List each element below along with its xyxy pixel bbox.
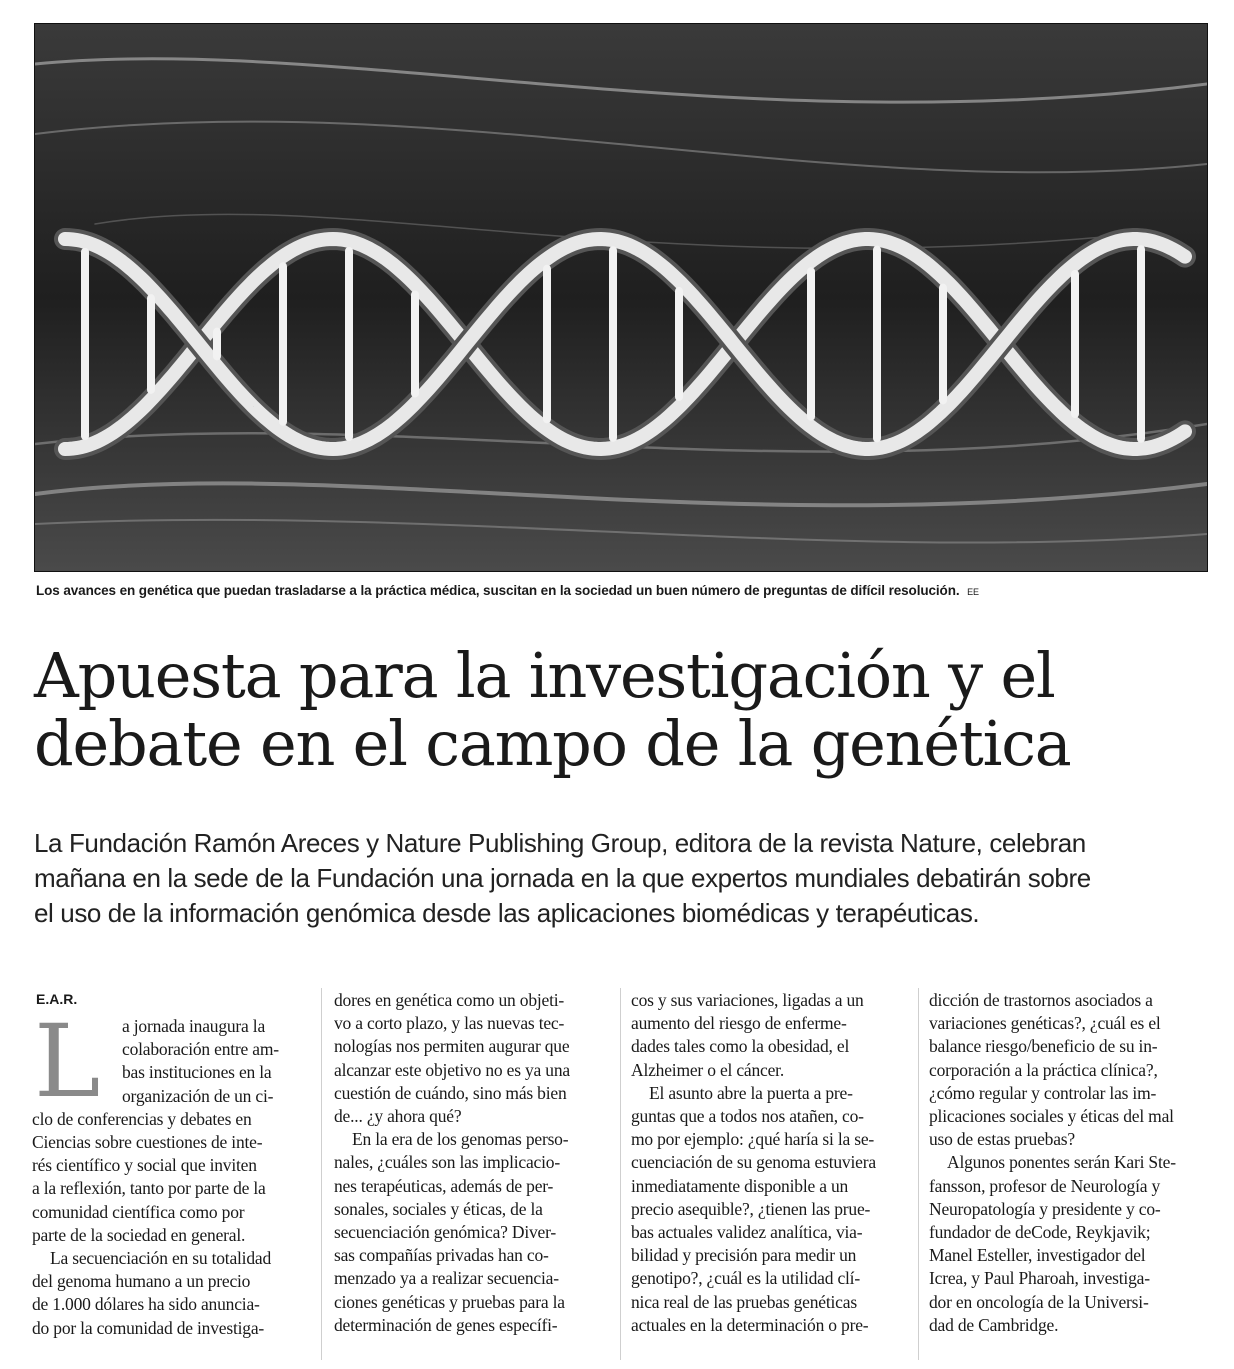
body-line: ¿cómo regular y controlar las im- (929, 1082, 1157, 1103)
body-line: dicción de trastornos asociados a (929, 990, 1153, 1010)
body-line: guntas que a todos nos atañen, co- (631, 1106, 864, 1127)
body-column-2 (334, 989, 614, 1337)
body-line: secuenciación genómica? Diver- (334, 1222, 557, 1243)
body-line: dades tales como la obesidad, el (631, 1036, 850, 1057)
byline: E.A.R. (36, 991, 78, 1007)
body-line: nologías nos permiten augurar que (334, 1036, 570, 1057)
lead-paragraph (34, 826, 1214, 931)
body-line: Neuropatología y presidente y co- (929, 1198, 1161, 1219)
body-line: dor en oncología de la Universi- (929, 1291, 1149, 1312)
body-line: ciones genéticas y pruebas para la (334, 1291, 565, 1312)
body-line: Manel Esteller, investigador del (929, 1245, 1146, 1266)
body-line: fundador de deCode, Reykjavik; (929, 1222, 1151, 1243)
body-line: colaboración entre am- (122, 1039, 279, 1060)
body-line: nes terapéuticas, además de per- (334, 1175, 554, 1196)
body-line: aumento del riesgo de enfermе- (631, 1013, 847, 1034)
body-line: clo de conferencias y debates en (32, 1108, 252, 1129)
body-line: sonales, sociales y éticas, de la (334, 1198, 543, 1219)
body-line: a la reflexión, tanto por parte de la (32, 1178, 266, 1199)
body-line: La secuenciación en su totalidad (50, 1248, 272, 1269)
body-line: de... ¿y ahora qué? (334, 1106, 462, 1127)
body-line: dad de Cambridge. (929, 1314, 1059, 1335)
body-line: bilidad y precisión para medir un (631, 1245, 857, 1266)
lead-line-1: La Fundación Ramón Areces y Nature Publishing Group, editora de la revista Nature, celebran (34, 828, 1086, 858)
body-line: mo por ejemplo: ¿qué haría si la se- (631, 1129, 875, 1150)
headline-line-1: Apuesta para la investigación y el (34, 639, 1055, 712)
body-line: organización de un ci- (122, 1085, 274, 1106)
body-line: nales, ¿cuáles son las implicacio- (334, 1152, 560, 1173)
body-line: Algunos ponentes serán Kari Ste- (947, 1152, 1176, 1173)
body-line: genotipo?, ¿cuál es la utilidad clí- (631, 1268, 860, 1289)
headline-line-2: debate en el campo de la genética (34, 707, 1071, 780)
photo-caption (36, 583, 1206, 598)
body-column-3 (631, 989, 911, 1337)
body-line: bas actuales validez analítica, via- (631, 1222, 863, 1243)
body-line: balance riesgo/beneficio de su in- (929, 1036, 1158, 1057)
body-line: El asunto abre la puerta a pre- (649, 1082, 853, 1103)
body-line: determinación de genes específi- (334, 1314, 558, 1335)
body-line: menzado ya a realizar secuencia- (334, 1268, 559, 1289)
body-column-4 (929, 989, 1209, 1337)
body-line: alcanzar este objetivo no es ya una (334, 1059, 570, 1080)
column-divider (918, 988, 919, 1360)
body-line: corporación a la práctica clínica?, (929, 1059, 1158, 1080)
body-line: precio asequible?, ¿tienen las prue- (631, 1198, 871, 1219)
body-line: actuales en la determinación o pre- (631, 1314, 869, 1335)
body-line: Alzheimer o el cáncer. (631, 1059, 785, 1080)
body-line: parte de la sociedad en general. (32, 1224, 246, 1245)
body-column-1 (32, 1003, 312, 1340)
body-line: cos y sus variaciones, ligadas a un (631, 990, 864, 1010)
article-photo (34, 23, 1208, 572)
body-line: dores en genética como un objeti- (334, 990, 565, 1010)
photo-credit: EE (967, 587, 979, 597)
body-line: a jornada inaugura la (122, 1016, 266, 1036)
body-line: de 1.000 dólares ha sido anunciа- (32, 1294, 260, 1315)
body-line: fansson, profesor de Neurología y (929, 1175, 1161, 1196)
dna-helix-image (35, 24, 1207, 571)
body-line: do por la comunidad de investiga- (32, 1317, 265, 1338)
body-line: variaciones genéticas?, ¿cuál es el (929, 1013, 1161, 1034)
lead-line-3: el uso de la información genómica desde las aplicaciones biomédicas y terapéuticas. (34, 898, 980, 928)
body-line: bas instituciones en la (122, 1062, 272, 1083)
headline (34, 639, 1214, 780)
body-line: rés científico y social que inviten (32, 1155, 257, 1176)
body-line: sas compañías privadas han co- (334, 1245, 549, 1266)
body-line: cuenciación de su genoma estuviera (631, 1152, 876, 1173)
body-line: del genoma humano a un precio (32, 1271, 251, 1292)
drop-cap: L (34, 1003, 101, 1120)
caption-text: Los avances en genética que puedan trasladarse a la práctica médica, suscitan en la sociedad un buen número de preguntas de difícil resolución. (36, 583, 960, 598)
body-line: Icrea, y Paul Pharoah, investiga- (929, 1268, 1150, 1289)
body-line: En la era de los genomas perso- (352, 1129, 569, 1150)
body-line: vo a corto plazo, y las nuevas tec- (334, 1013, 565, 1034)
body-line: Ciencias sobre cuestiones de inte- (32, 1132, 263, 1153)
body-line: inmediatamente disponible a un (631, 1175, 849, 1196)
body-line: cuestión de cuándo, sino más bien (334, 1082, 567, 1103)
column-divider (620, 988, 621, 1360)
body-line: nica real de las pruebas genéticas (631, 1291, 857, 1312)
column-divider (321, 988, 322, 1360)
body-line: uso de estas pruebas? (929, 1129, 1075, 1150)
body-line: plicaciones sociales y éticas del mal (929, 1106, 1174, 1127)
lead-line-2: mañana en la sede de la Fundación una jornada en la que expertos mundiales debatirán sobre (34, 863, 1091, 893)
body-line: comunidad científica como por (32, 1201, 245, 1222)
